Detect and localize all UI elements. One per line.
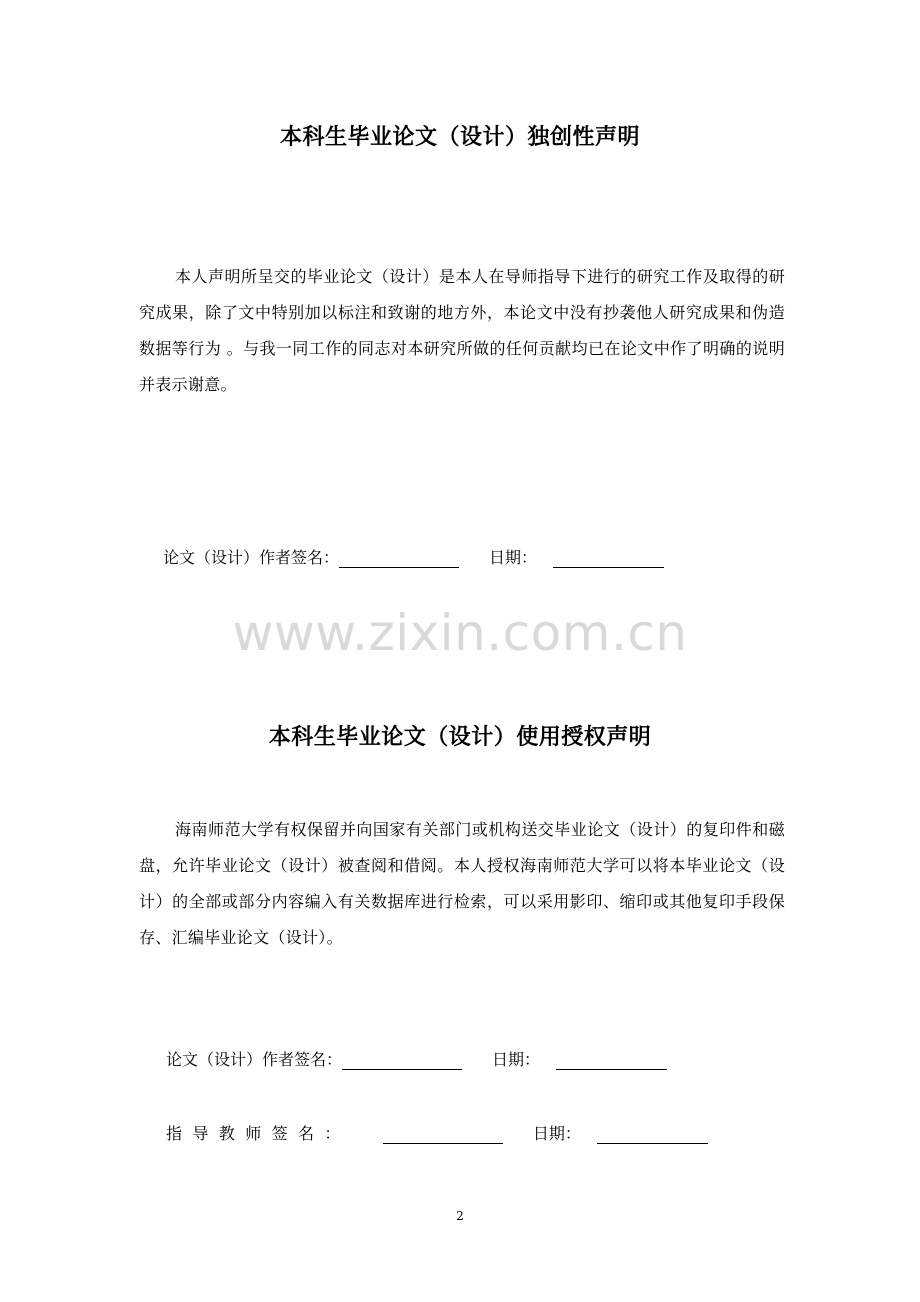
authorization-author-signature-row: [166, 1044, 667, 1070]
date-line[interactable]: [553, 547, 664, 568]
author-signature-label: 论文（设计）作者签名：: [163, 548, 340, 567]
advisor-signature-line[interactable]: [383, 1123, 503, 1144]
declaration-body: 本人声明所呈交的毕业论文（设计）是本人在导师指导下进行的研究工作及取得的研究成果，除了文中特别加以标注和致谢的地方外，本论文中没有抄袭他人研究成果和伪造数据等行为 。与我一同工作的同志对本研究所做的任何贡献均已在论文中作了明确的说明并表示谢意。: [139, 267, 785, 394]
watermark: www.zixin.com.cn: [232, 604, 688, 662]
declaration-title: 本科生毕业论文（设计）独创性声明: [279, 125, 640, 150]
date-label: 日期：: [489, 548, 538, 567]
date-line[interactable]: [556, 1049, 667, 1070]
advisor-signature-row: [166, 1118, 708, 1144]
advisor-signature-label: 指导教师签名：: [166, 1124, 351, 1143]
authorization-title: 本科生毕业论文（设计）使用授权声明: [268, 725, 652, 750]
author-signature-label: 论文（设计）作者签名：: [166, 1050, 343, 1069]
date-label: 日期：: [492, 1050, 541, 1069]
date-label: 日期：: [532, 1124, 581, 1143]
author-signature-line[interactable]: [339, 547, 459, 568]
declaration-signature-row: [163, 542, 664, 568]
authorization-body: 海南师范大学有权保留并向国家有关部门或机构送交毕业论文（设计）的复印件和磁盘，允许毕业论文（设计）被查阅和借阅。本人授权海南师范大学可以将本毕业论文（设计）的全部或部分内容编入有关数据库进行检索，可以采用影印、缩印或其他复印手段保存、汇编毕业论文（设计）。: [139, 820, 785, 947]
date-line[interactable]: [597, 1123, 708, 1144]
author-signature-line[interactable]: [342, 1049, 462, 1070]
page-number: 2: [456, 1209, 464, 1223]
